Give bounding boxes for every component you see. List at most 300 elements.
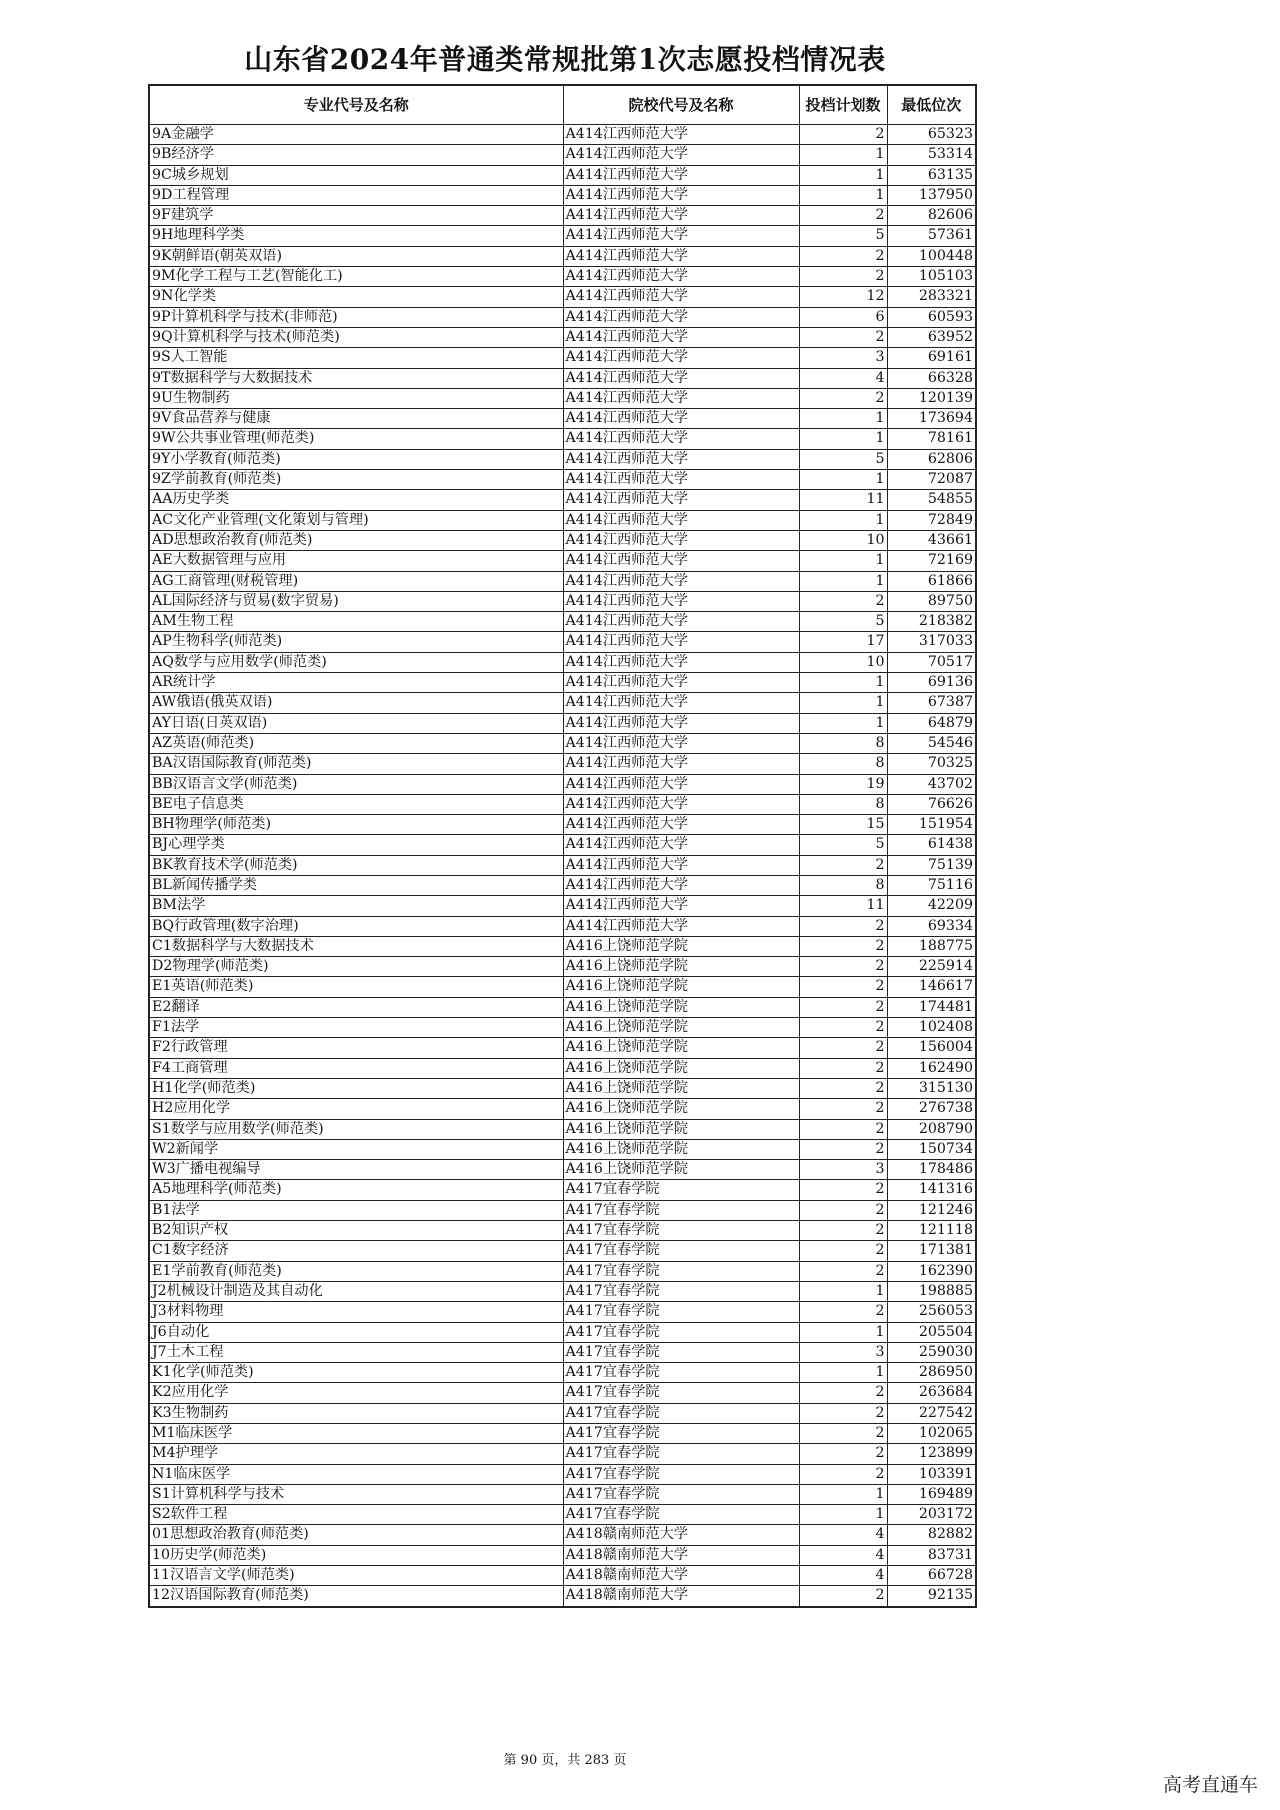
rank-cell: 102408 [887,1018,976,1038]
table-header [149,85,976,125]
rank-cell: 89750 [887,591,976,611]
table-row [149,1160,976,1180]
major-cell: J7土木工程 [149,1342,563,1362]
table-row [149,1444,976,1464]
school-cell: A414江西师范大学 [563,815,799,835]
rank-cell: 137950 [887,185,976,205]
major-cell: C1数字经济 [149,1241,563,1261]
major-cell: B2知识产权 [149,1221,563,1241]
plan-cell: 6 [799,307,887,327]
major-cell: K2应用化学 [149,1383,563,1403]
plan-cell: 2 [799,125,887,145]
table-row [149,287,976,307]
school-cell: A414江西师范大学 [563,916,799,936]
rank-cell: 169489 [887,1484,976,1504]
school-cell: A414江西师范大学 [563,226,799,246]
table-row [149,673,976,693]
plan-cell: 2 [799,1424,887,1444]
major-cell: 9F建筑学 [149,206,563,226]
school-cell: A416上饶师范学院 [563,1058,799,1078]
school-cell: A416上饶师范学院 [563,997,799,1017]
plan-cell: 2 [799,916,887,936]
table-row [149,1078,976,1098]
major-cell: W2新闻学 [149,1139,563,1159]
rank-cell: 67387 [887,693,976,713]
major-cell: J6自动化 [149,1322,563,1342]
school-cell: A414江西师范大学 [563,449,799,469]
major-cell: 9B经济学 [149,145,563,165]
table-row [149,815,976,835]
school-cell: A417宜春学院 [563,1383,799,1403]
major-cell: 9V食品营养与健康 [149,409,563,429]
plan-cell: 1 [799,1484,887,1504]
rank-cell: 173694 [887,409,976,429]
rank-cell: 57361 [887,226,976,246]
rank-cell: 123899 [887,1444,976,1464]
rank-cell: 65323 [887,125,976,145]
rank-cell: 276738 [887,1099,976,1119]
rank-cell: 42209 [887,896,976,916]
major-cell: F2行政管理 [149,1038,563,1058]
table-row [149,1119,976,1139]
rank-cell: 208790 [887,1119,976,1139]
plan-cell: 19 [799,774,887,794]
rank-cell: 54855 [887,490,976,510]
school-cell: A414江西师范大学 [563,267,799,287]
plan-cell: 3 [799,1160,887,1180]
plan-cell: 4 [799,1545,887,1565]
plan-cell: 2 [799,977,887,997]
major-cell: BL新闻传播学类 [149,875,563,895]
table-row [149,1545,976,1565]
major-cell: 9A金融学 [149,125,563,145]
rank-cell: 69334 [887,916,976,936]
school-cell: A414江西师范大学 [563,530,799,550]
plan-cell: 8 [799,754,887,774]
school-cell: A414江西师范大学 [563,348,799,368]
table-row [149,1586,976,1607]
table-row [149,896,976,916]
major-cell: H2应用化学 [149,1099,563,1119]
table-row [149,368,976,388]
rank-cell: 70325 [887,754,976,774]
major-cell: BQ行政管理(数字治理) [149,916,563,936]
table-row [149,1221,976,1241]
school-cell: A414江西师范大学 [563,896,799,916]
plan-cell: 2 [799,1180,887,1200]
rank-cell: 103391 [887,1464,976,1484]
major-cell: 9M化学工程与工艺(智能化工) [149,267,563,287]
table-row [149,916,976,936]
rank-cell: 72087 [887,470,976,490]
school-cell: A417宜春学院 [563,1464,799,1484]
table-row [149,957,976,977]
table-row [149,1342,976,1362]
plan-cell: 2 [799,267,887,287]
table-row [149,1038,976,1058]
table-row [149,1058,976,1078]
major-cell: AW俄语(俄英双语) [149,693,563,713]
major-cell: K3生物制药 [149,1403,563,1423]
plan-cell: 2 [799,591,887,611]
plan-cell: 3 [799,1342,887,1362]
school-cell: A414江西师范大学 [563,510,799,530]
major-cell: E2翻译 [149,997,563,1017]
school-cell: A414江西师范大学 [563,551,799,571]
rank-cell: 72849 [887,510,976,530]
major-cell: AR统计学 [149,673,563,693]
table-row [149,1281,976,1301]
school-cell: A414江西师范大学 [563,145,799,165]
plan-cell: 2 [799,1261,887,1281]
table-row [149,733,976,753]
major-cell: BJ心理学类 [149,835,563,855]
major-cell: 9T数据科学与大数据技术 [149,368,563,388]
plan-cell: 1 [799,1281,887,1301]
table-row [149,713,976,733]
rank-cell: 75139 [887,855,976,875]
plan-cell: 2 [799,997,887,1017]
school-cell: A414江西师范大学 [563,835,799,855]
rank-cell: 82606 [887,206,976,226]
table-row [149,267,976,287]
school-cell: A416上饶师范学院 [563,1139,799,1159]
major-cell: N1临床医学 [149,1464,563,1484]
plan-cell: 2 [799,1383,887,1403]
school-cell: A414江西师范大学 [563,875,799,895]
watermark-logo: 高考直通车 [1162,1774,1258,1796]
table-row [149,1302,976,1322]
major-cell: 01思想政治教育(师范类) [149,1525,563,1545]
table-row [149,612,976,632]
rank-cell: 66328 [887,368,976,388]
plan-cell: 1 [799,165,887,185]
rank-cell: 203172 [887,1505,976,1525]
plan-cell: 2 [799,1444,887,1464]
table-row [149,1464,976,1484]
school-cell: A414江西师范大学 [563,388,799,408]
school-cell: A417宜春学院 [563,1261,799,1281]
admission-table [148,84,977,1608]
rank-cell: 53314 [887,145,976,165]
header-plan: 投档计划数 [799,85,887,125]
plan-cell: 8 [799,794,887,814]
major-cell: F1法学 [149,1018,563,1038]
major-cell: 9K朝鲜语(朝英双语) [149,246,563,266]
rank-cell: 205504 [887,1322,976,1342]
rank-cell: 178486 [887,1160,976,1180]
rank-cell: 43702 [887,774,976,794]
major-cell: 9U生物制药 [149,388,563,408]
plan-cell: 1 [799,1505,887,1525]
plan-cell: 12 [799,287,887,307]
major-cell: AQ数学与应用数学(师范类) [149,652,563,672]
rank-cell: 259030 [887,1342,976,1362]
school-cell: A414江西师范大学 [563,693,799,713]
table-row [149,1200,976,1220]
rank-cell: 72169 [887,551,976,571]
school-cell: A417宜春学院 [563,1342,799,1362]
table-row [149,1403,976,1423]
table-row [149,530,976,550]
table-row [149,997,976,1017]
plan-cell: 3 [799,348,887,368]
plan-cell: 5 [799,835,887,855]
rank-cell: 61866 [887,571,976,591]
plan-cell: 10 [799,652,887,672]
major-cell: AL国际经济与贸易(数字贸易) [149,591,563,611]
school-cell: A417宜春学院 [563,1322,799,1342]
header-school: 院校代号及名称 [563,85,799,125]
rank-cell: 61438 [887,835,976,855]
plan-cell: 2 [799,246,887,266]
major-cell: K1化学(师范类) [149,1363,563,1383]
plan-cell: 5 [799,226,887,246]
school-cell: A414江西师范大学 [563,591,799,611]
school-cell: A416上饶师范学院 [563,1038,799,1058]
major-cell: S1计算机科学与技术 [149,1484,563,1504]
school-cell: A417宜春学院 [563,1241,799,1261]
plan-cell: 1 [799,145,887,165]
rank-cell: 76626 [887,794,976,814]
school-cell: A418赣南师范大学 [563,1586,799,1607]
plan-cell: 2 [799,1241,887,1261]
rank-cell: 315130 [887,1078,976,1098]
plan-cell: 2 [799,855,887,875]
major-cell: 9W公共事业管理(师范类) [149,429,563,449]
plan-cell: 1 [799,429,887,449]
major-cell: S2软件工程 [149,1505,563,1525]
rank-cell: 141316 [887,1180,976,1200]
table-row [149,388,976,408]
table-row [149,1363,976,1383]
major-cell: AY日语(日英双语) [149,713,563,733]
major-cell: B1法学 [149,1200,563,1220]
rank-cell: 227542 [887,1403,976,1423]
table-row [149,855,976,875]
major-cell: D2物理学(师范类) [149,957,563,977]
school-cell: A414江西师范大学 [563,470,799,490]
plan-cell: 1 [799,551,887,571]
plan-cell: 11 [799,896,887,916]
major-cell: H1化学(师范类) [149,1078,563,1098]
plan-cell: 5 [799,612,887,632]
school-cell: A414江西师范大学 [563,855,799,875]
school-cell: A417宜春学院 [563,1302,799,1322]
major-cell: 9N化学类 [149,287,563,307]
page-title: 山东省2024年普通类常规批第1次志愿投档情况表 [244,43,886,76]
table-row [149,936,976,956]
school-cell: A417宜春学院 [563,1221,799,1241]
table-row [149,449,976,469]
school-cell: A416上饶师范学院 [563,1078,799,1098]
major-cell: BA汉语国际教育(师范类) [149,754,563,774]
school-cell: A416上饶师范学院 [563,977,799,997]
table-row [149,1424,976,1444]
major-cell: E1英语(师范类) [149,977,563,997]
plan-cell: 2 [799,1302,887,1322]
plan-cell: 1 [799,409,887,429]
school-cell: A418赣南师范大学 [563,1566,799,1586]
rank-cell: 162490 [887,1058,976,1078]
school-cell: A414江西师范大学 [563,612,799,632]
school-cell: A414江西师范大学 [563,429,799,449]
major-cell: 9H地理科学类 [149,226,563,246]
school-cell: A414江西师范大学 [563,673,799,693]
school-cell: A414江西师范大学 [563,490,799,510]
major-cell: AP生物科学(师范类) [149,632,563,652]
table-row [149,754,976,774]
rank-cell: 162390 [887,1261,976,1281]
plan-cell: 2 [799,1586,887,1607]
table-row [149,835,976,855]
table-row [149,1261,976,1281]
school-cell: A417宜春学院 [563,1403,799,1423]
header-rank: 最低位次 [887,85,976,125]
major-cell: 9P计算机科学与技术(非师范) [149,307,563,327]
major-cell: M4护理学 [149,1444,563,1464]
table-body [149,125,976,1607]
rank-cell: 121118 [887,1221,976,1241]
major-cell: 9S人工智能 [149,348,563,368]
table-row [149,693,976,713]
table-row [149,1383,976,1403]
school-cell: A414江西师范大学 [563,327,799,347]
major-cell: AE大数据管理与应用 [149,551,563,571]
major-cell: S1数学与应用数学(师范类) [149,1119,563,1139]
plan-cell: 17 [799,632,887,652]
table-row [149,551,976,571]
school-cell: A414江西师范大学 [563,165,799,185]
school-cell: A414江西师范大学 [563,571,799,591]
table-row [149,1180,976,1200]
major-cell: AA历史学类 [149,490,563,510]
major-cell: 9C城乡规划 [149,165,563,185]
major-cell: 10历史学(师范类) [149,1545,563,1565]
table-row [149,774,976,794]
table-row [149,1484,976,1504]
table-row [149,307,976,327]
school-cell: A417宜春学院 [563,1505,799,1525]
table-row [149,348,976,368]
major-cell: 9Z学前教育(师范类) [149,470,563,490]
school-cell: A414江西师范大学 [563,307,799,327]
major-cell: M1临床医学 [149,1424,563,1444]
table-row [149,470,976,490]
school-cell: A414江西师范大学 [563,713,799,733]
table-row [149,794,976,814]
rank-cell: 100448 [887,246,976,266]
plan-cell: 1 [799,713,887,733]
plan-cell: 4 [799,1525,887,1545]
rank-cell: 225914 [887,957,976,977]
rank-cell: 69136 [887,673,976,693]
rank-cell: 188775 [887,936,976,956]
rank-cell: 54546 [887,733,976,753]
rank-cell: 317033 [887,632,976,652]
major-cell: 9Q计算机科学与技术(师范类) [149,327,563,347]
school-cell: A417宜春学院 [563,1363,799,1383]
major-cell: AD思想政治教育(师范类) [149,530,563,550]
table-row [149,571,976,591]
table-row [149,591,976,611]
school-cell: A414江西师范大学 [563,409,799,429]
school-cell: A416上饶师范学院 [563,1018,799,1038]
rank-cell: 63135 [887,165,976,185]
plan-cell: 1 [799,510,887,530]
school-cell: A414江西师范大学 [563,733,799,753]
table-row [149,145,976,165]
table-row [149,246,976,266]
rank-cell: 120139 [887,388,976,408]
table-row [149,165,976,185]
school-cell: A414江西师范大学 [563,794,799,814]
major-cell: AM生物工程 [149,612,563,632]
school-cell: A414江西师范大学 [563,652,799,672]
plan-cell: 1 [799,571,887,591]
plan-cell: 4 [799,1566,887,1586]
plan-cell: 5 [799,449,887,469]
plan-cell: 2 [799,1139,887,1159]
major-cell: E1学前教育(师范类) [149,1261,563,1281]
plan-cell: 15 [799,815,887,835]
school-cell: A418赣南师范大学 [563,1525,799,1545]
major-cell: J3材料物理 [149,1302,563,1322]
table-row [149,632,976,652]
table-row [149,510,976,530]
plan-cell: 2 [799,1058,887,1078]
table-row [149,977,976,997]
plan-cell: 11 [799,490,887,510]
school-cell: A416上饶师范学院 [563,1160,799,1180]
major-cell: 11汉语言文学(师范类) [149,1566,563,1586]
table-row [149,1566,976,1586]
rank-cell: 146617 [887,977,976,997]
school-cell: A417宜春学院 [563,1180,799,1200]
plan-cell: 8 [799,875,887,895]
school-cell: A414江西师范大学 [563,287,799,307]
rank-cell: 63952 [887,327,976,347]
plan-cell: 1 [799,470,887,490]
header-major: 专业代号及名称 [149,85,563,125]
major-cell: BM法学 [149,896,563,916]
plan-cell: 1 [799,1322,887,1342]
major-cell: BH物理学(师范类) [149,815,563,835]
school-cell: A414江西师范大学 [563,185,799,205]
table-row [149,409,976,429]
rank-cell: 156004 [887,1038,976,1058]
school-cell: A417宜春学院 [563,1200,799,1220]
major-cell: BK教育技术学(师范类) [149,855,563,875]
table-row [149,429,976,449]
plan-cell: 2 [799,327,887,347]
rank-cell: 102065 [887,1424,976,1444]
major-cell: J2机械设计制造及其自动化 [149,1281,563,1301]
plan-cell: 2 [799,1078,887,1098]
plan-cell: 1 [799,185,887,205]
major-cell: W3广播电视编导 [149,1160,563,1180]
plan-cell: 2 [799,1200,887,1220]
rank-cell: 64879 [887,713,976,733]
major-cell: 9D工程管理 [149,185,563,205]
major-cell: C1数据科学与大数据技术 [149,936,563,956]
school-cell: A416上饶师范学院 [563,936,799,956]
school-cell: A414江西师范大学 [563,774,799,794]
table-row [149,490,976,510]
school-cell: A414江西师范大学 [563,368,799,388]
table-row [149,1099,976,1119]
school-cell: A416上饶师范学院 [563,957,799,977]
